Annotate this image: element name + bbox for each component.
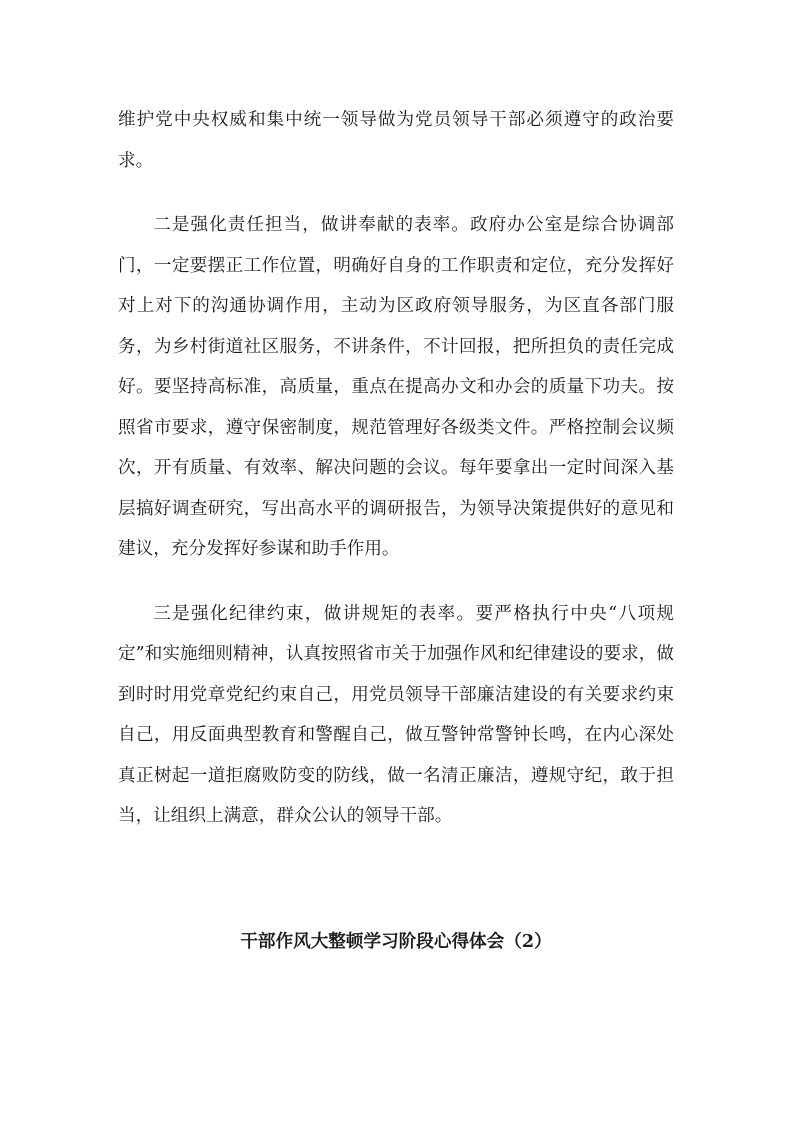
paragraph-continuation: 维护党中央权威和集中统一领导做为党员领导干部必须遵守的政治要求。 [118,110,674,171]
section-heading: 干部作风大整顿学习阶段心得体会（2） [240,931,552,952]
document-body [118,100,674,837]
paragraph-discipline: 三是强化纪律约束，做讲规矩的表率。要严格执行中央“八项规定”和实施细则精神，认真按照省市关于加强作风和纪律建设的要求，做到时时用党章党纪约束自己，用党员领导干部廉洁建设的有关要求约束自己，用反面典型教育和警醒自己，做互警钟常警钟长鸣，在内心深处真正树起一道拒腐败防变的防线，做一名清正廉洁，遵规守纪，敢于担当，让组织上满意，群众公认的领导干部。 [118,603,674,826]
paragraph-responsibility: 二是强化责任担当，做讲奉献的表率。政府办公室是综合协调部门，一定要摆正工作位置，明确好自身的工作职责和定位，充分发挥好对上对下的沟通协调作用，主动为区政府领导服务，为区直各部门服务，为乡村街道社区服务，不讲条件，不计回报，把所担负的责任完成好。要坚持高标准，高质量，重点在提高办文和办会的质量下功夫。按照省市要求，遵守保密制度，规范管理好各级类文件。严格控制会议频次，开有质量、有效率、解决问题的会议。每年要拿出一定时间深入基层搞好调查研究，写出高水平的调研报告，为领导决策提供好的意见和建议，充分发挥好参谋和助手作用。 [118,215,674,559]
